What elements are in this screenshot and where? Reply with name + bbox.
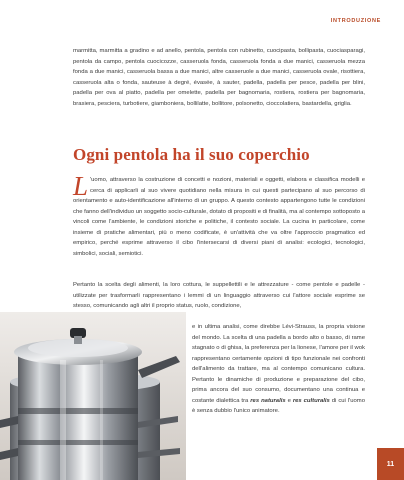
- wrapped-text-after: di cui l'uomo è senza dubbio l'unico animatore.: [192, 397, 365, 414]
- paragraph-cookware-list: marmitta, marmitta a gradino e ad anello, pentola, pentola con rubinetto, cuocipasta, bollipasta, cuociasparagi, pentola da campo, pentola cuocicozze, casseruola fonda, casseruola fonda a due manici, casseruola mezza fonda a due manici, casseruola bassa a due manici, altre casseruole a due manici, casseruola ovale, risottiera, casseruola alta o fonda, sauteuse à degré, évasée, à sauter, padella, padella per pesce, padella per blini, padella per ova al piatto, padella per omelette, padella per bagnomaria, rostiera, rostiera per bagnomaria, brasiera, pesciera, turbotiere, giamboniera, bollilatte, bollitore, polsonetto, cioccolatiera, bastardella, griglia.: [73, 48, 365, 107]
- emphasis-res-culturalis: res culturalis: [292, 397, 330, 404]
- wrapped-text-mid: e: [285, 397, 293, 404]
- paragraph-intro: [73, 171, 365, 259]
- paragraph-intro-text: 'uomo, attraverso la costruzione di concetti e nozioni, materiali e oggetti, elabora e classifica modelli e cerca di applicarli al suo vivere quotidiano nella misura in cui questi partecipano al suo percorso di orientamento e auto-identificazione all'interno di un gruppo. A questo contesto appartengono tutte le condizioni che fanno dell'individuo un soggetto socio-culturale, dotato di propositi e di finalità, ma al contempo sottoposto a vincoli come l'ambiente, le condizioni storiche e politiche, il contesto sociale. La cucina in particolare, come insieme di pratiche alimentari, più o meno codificate, è un'attività che va oltre l'approccio pragmatico ed empirico, perché esprime attraverso il cibo l'intersecarsi di diversi piani di analisi: ecologici, tecnologici, simbolici, sociali, semiotici.: [73, 177, 365, 257]
- page-number: 11: [377, 448, 404, 480]
- stacked-pots-photo: [0, 312, 186, 480]
- emphasis-res-naturalis: res naturalis: [250, 397, 286, 404]
- section-label: INTRODUZIONE: [330, 18, 381, 24]
- section-heading: Ogni pentola ha il suo coperchio: [73, 145, 310, 164]
- paragraph-choices-wrapped: [192, 322, 365, 417]
- paragraph-choices-intro: Pertanto la scelta degli alimenti, la loro cottura, le suppellettili e le attrezzature - come pentole e padelle - utilizzate per trasformarli rappresentano i lemmi di un linguaggio attraverso cui l'attore sociale esprime se stesso, comunicando agli altri il proprio status, ruolo, condizione,: [73, 282, 365, 309]
- wrapped-text-before: e in ultima analisi, come direbbe Lévi-Strauss, la propria visione del mondo. La scelta di una padella a bordo alto o basso, di rame stagnato o di ghisa, la preferenza per la lionese, l'amore per il wok rappresentano certamente opzioni di tipo funzionale nei confronti dell'alimento da trattare, ma al contempo comunicano cultura. Pertanto le dinamiche di produzione e preparazione del cibo, prima ancora del suo consumo, documentano una continua e costante dialettica tra: [192, 324, 365, 404]
- dropcap-letter: L: [73, 171, 89, 201]
